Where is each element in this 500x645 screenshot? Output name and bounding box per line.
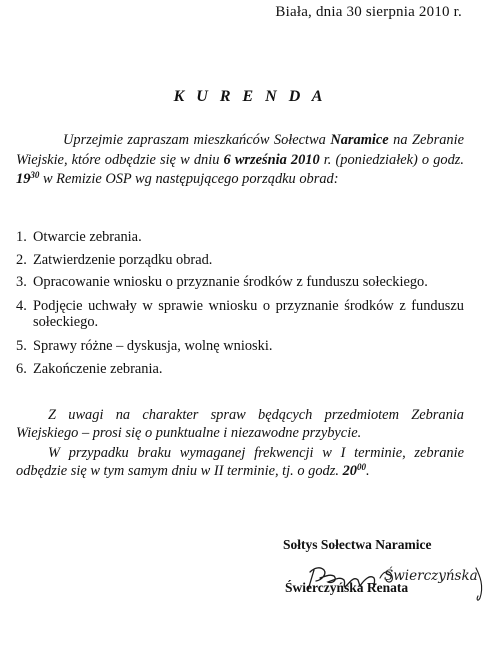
agenda-item [16, 298, 464, 331]
second-term-minutes: 00 [356, 462, 366, 472]
agenda-item [16, 274, 464, 291]
agenda-item [16, 229, 464, 246]
agenda-number: 4. [16, 297, 27, 314]
agenda-text: Zakończenie zebrania. [33, 361, 163, 377]
agenda-text: Podjęcie uchwały w sprawie wniosku o przyznanie środków z funduszu sołeckiego. [33, 297, 464, 330]
agenda-item [16, 252, 464, 269]
agenda-text: Sprawy różne – dyskusja, wolnę wnioski. [33, 337, 273, 354]
agenda-text: Otwarcie zebrania. [33, 229, 142, 245]
agenda-number: 1. [16, 229, 27, 245]
agenda-list [16, 229, 464, 384]
signer-role: Sołtys Sołectwa Naramice [283, 537, 432, 552]
signer-name: Świerczyńska Renata [285, 580, 409, 595]
second-term-hour: $20^{00}$ [342, 462, 366, 479]
agenda-number: 6. [16, 361, 27, 377]
punctuality-note: Z uwagi na charakter spraw będących przedmiotem Zebrania Wiejskiego – prosi się o punktualne i niezawodne przybycie. [16, 407, 464, 441]
svg-text:Świerczyńska: Świerczyńska [384, 568, 478, 584]
village-name: Naramice [330, 132, 389, 148]
agenda-item [16, 338, 464, 355]
meeting-date: 6 września 2010 [223, 151, 320, 168]
second-term-text: W przypadku braku wymaganej frekwencji w I terminie, zebranie odbędzie się w tym samym dniu w II terminie, tj. o godz. [16, 445, 464, 479]
intro-text-3: r. (poniedziałek) o godz. [319, 151, 464, 168]
intro-text-2: na Zebranie Wiejskie, które odbędzie się w dniu [16, 132, 464, 168]
intro-paragraph [16, 131, 464, 190]
second-term-note: W przypadku braku wymaganej frekwencji w I terminie, zebranie odbędzie się w tym samym dniu w II terminie, tj. o godz. $20^{00}$. [16, 445, 464, 479]
intro-text-1: Uprzejmie zapraszam mieszkańców Sołectwa [63, 132, 331, 148]
place-date: Biała, dnia 30 sierpnia 2010 r. [275, 4, 462, 20]
agenda-number: 2. [16, 251, 27, 268]
meeting-hour: $19^{30}$ [16, 170, 40, 187]
agenda-number: 3. [16, 274, 27, 290]
meeting-minutes: 30 [30, 170, 40, 180]
document-title: K U R E N D A [173, 88, 327, 105]
agenda-item [16, 361, 464, 378]
intro-text-4: w Remizie OSP wg następującego porządku obrad: [39, 171, 339, 187]
agenda-number: 5. [16, 337, 27, 354]
agenda-text: Zatwierdzenie porządku obrad. [33, 251, 213, 268]
agenda-text: Opracowanie wniosku o przyznanie środków z funduszu sołeckiego. [33, 274, 428, 290]
